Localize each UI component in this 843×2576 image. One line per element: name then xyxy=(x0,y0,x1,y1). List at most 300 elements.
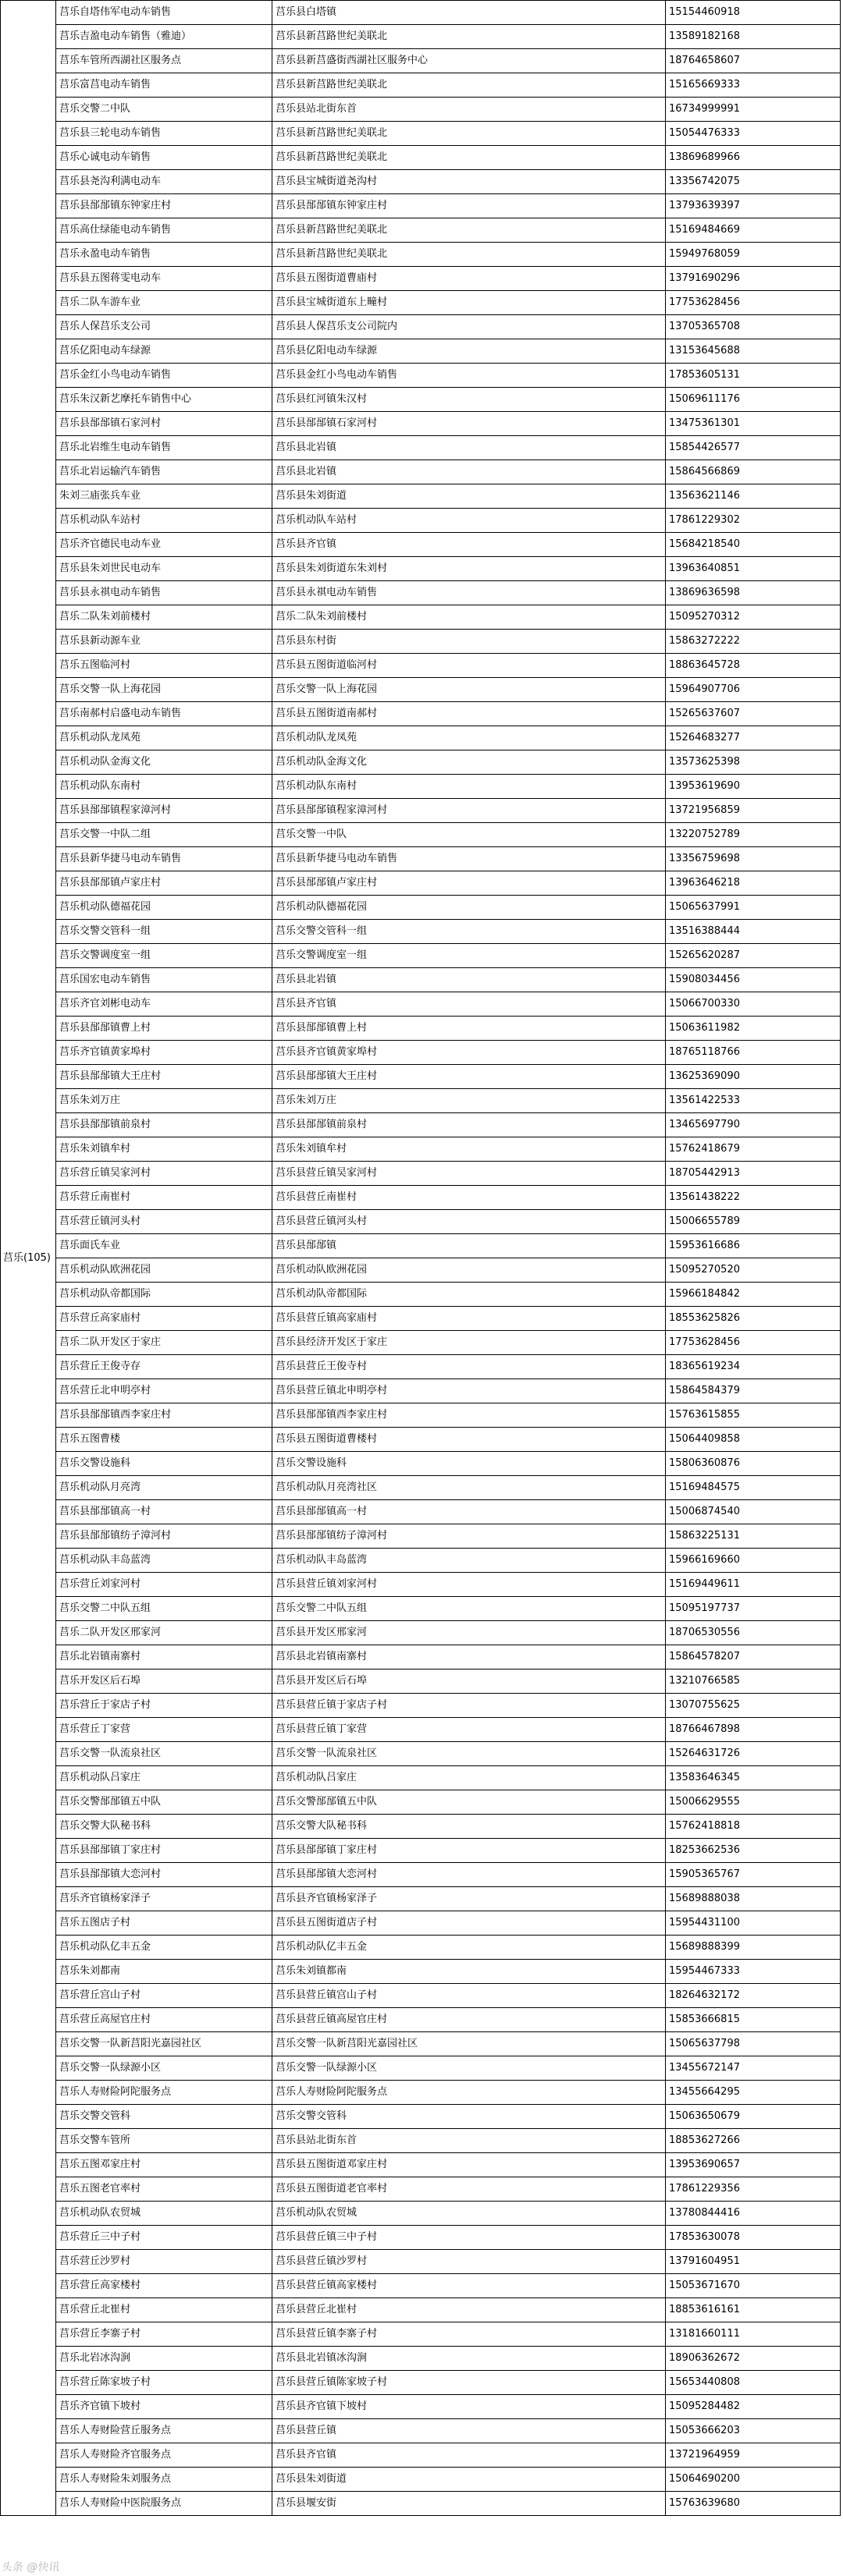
phone-cell: 13953619690 xyxy=(666,775,841,799)
point-name-cell: 莒乐营丘南崔村 xyxy=(56,1186,272,1210)
table-row xyxy=(1,1476,841,1500)
point-name-cell: 莒乐县郚郚镇西李家庄村 xyxy=(56,1403,272,1428)
address-cell: 莒乐机动队亿丰五金 xyxy=(272,1936,666,1960)
point-name-cell: 莒乐交警郚郚镇五中队 xyxy=(56,1790,272,1815)
phone-cell: 13953690657 xyxy=(666,2153,841,2177)
address-cell: 莒乐县新莒路世纪美联北 xyxy=(272,73,666,98)
point-name-cell: 莒乐机动队月亮湾 xyxy=(56,1476,272,1500)
table-row xyxy=(1,630,841,654)
table-row xyxy=(1,2322,841,2347)
address-cell: 莒乐县营丘镇吴家河村 xyxy=(272,1162,666,1186)
point-name-cell: 朱刘三庙张兵车业 xyxy=(56,484,272,509)
address-cell: 莒乐交警郚郚镇五中队 xyxy=(272,1790,666,1815)
phone-cell: 13869636598 xyxy=(666,581,841,605)
table-row xyxy=(1,750,841,775)
point-name-cell: 莒乐五图临河村 xyxy=(56,654,272,678)
point-name-cell: 莒乐县郚郚镇曹上村 xyxy=(56,1017,272,1041)
table-row xyxy=(1,2443,841,2468)
table-row xyxy=(1,170,841,194)
phone-cell: 18766467898 xyxy=(666,1718,841,1742)
address-cell: 莒乐县营丘镇 xyxy=(272,2419,666,2443)
table-row xyxy=(1,267,841,291)
table-row xyxy=(1,775,841,799)
table-row xyxy=(1,823,841,847)
address-cell: 莒乐县五图街道邓家庄村 xyxy=(272,2153,666,2177)
point-name-cell: 莒乐交警大队秘书科 xyxy=(56,1815,272,1839)
point-name-cell: 莒乐机动队农贸城 xyxy=(56,2202,272,2226)
point-name-cell: 莒乐交警交管科 xyxy=(56,2105,272,2129)
table-row xyxy=(1,1234,841,1258)
phone-cell: 13780844416 xyxy=(666,2202,841,2226)
address-cell: 莒乐县郚郚镇高一村 xyxy=(272,1500,666,1524)
phone-cell: 15165669333 xyxy=(666,73,841,98)
address-cell: 莒乐机动队车站村 xyxy=(272,509,666,533)
address-cell: 莒乐二队朱刘前楼村 xyxy=(272,605,666,630)
table-row xyxy=(1,1790,841,1815)
address-cell: 莒乐县北岩镇 xyxy=(272,436,666,460)
point-name-cell: 莒乐营丘镇河头村 xyxy=(56,1210,272,1234)
address-cell: 莒乐县站北街东首 xyxy=(272,2129,666,2153)
address-cell: 莒乐机动队龙凤苑 xyxy=(272,726,666,750)
phone-cell: 13465697790 xyxy=(666,1113,841,1137)
phone-cell: 15762418679 xyxy=(666,1137,841,1162)
point-name-cell: 莒乐南郝村启盛电动车销售 xyxy=(56,702,272,726)
address-cell: 莒乐县郚郚镇程家漳河村 xyxy=(272,799,666,823)
phone-cell: 13070755625 xyxy=(666,1694,841,1718)
point-name-cell: 莒乐自塔伟军电动车销售 xyxy=(56,1,272,25)
table-row xyxy=(1,2105,841,2129)
address-cell: 莒乐县新莒路世纪美联北 xyxy=(272,146,666,170)
address-cell: 莒乐县郚郚镇大恋河村 xyxy=(272,1863,666,1887)
point-name-cell: 莒乐五图曹楼 xyxy=(56,1428,272,1452)
table-row xyxy=(1,2274,841,2298)
address-cell: 莒乐县营丘北崔村 xyxy=(272,2298,666,2322)
point-name-cell: 莒乐齐官德民电动车业 xyxy=(56,533,272,557)
address-cell: 莒乐县朱刘街道 xyxy=(272,2468,666,2492)
phone-cell: 15954431100 xyxy=(666,1911,841,1936)
address-cell: 莒乐县营丘镇沙罗村 xyxy=(272,2250,666,2274)
table-row xyxy=(1,2347,841,2371)
table-row xyxy=(1,2129,841,2153)
point-name-cell: 莒乐北岩运输汽车销售 xyxy=(56,460,272,484)
address-cell: 莒乐交警一队上海花园 xyxy=(272,678,666,702)
address-cell: 莒乐县郚郚镇石家河村 xyxy=(272,412,666,436)
point-name-cell: 莒乐机动队车站村 xyxy=(56,509,272,533)
phone-cell: 15053666203 xyxy=(666,2419,841,2443)
point-name-cell: 莒乐交警车管所 xyxy=(56,2129,272,2153)
phone-cell: 15964907706 xyxy=(666,678,841,702)
point-name-cell: 莒乐朱汉新艺摩托车销售中心 xyxy=(56,388,272,412)
point-name-cell: 莒乐县永祺电动车销售 xyxy=(56,581,272,605)
phone-cell: 15169449611 xyxy=(666,1573,841,1597)
table-row xyxy=(1,896,841,920)
phone-cell: 18705442913 xyxy=(666,1162,841,1186)
phone-cell: 15095270520 xyxy=(666,1258,841,1283)
point-name-cell: 莒乐营丘于家店子村 xyxy=(56,1694,272,1718)
table-row xyxy=(1,1355,841,1379)
point-name-cell: 莒乐机动队丰岛蓝湾 xyxy=(56,1549,272,1573)
address-cell: 莒乐县新莒盛街西湖社区服务中心 xyxy=(272,49,666,73)
table-row xyxy=(1,847,841,871)
point-name-cell: 莒乐营丘高家楼村 xyxy=(56,2274,272,2298)
address-cell: 莒乐县营丘镇高屋官庄村 xyxy=(272,2008,666,2032)
point-name-cell: 莒乐县新华捷马电动车销售 xyxy=(56,847,272,871)
table-row xyxy=(1,1283,841,1307)
address-cell: 莒乐交警一队流泉社区 xyxy=(272,1742,666,1766)
point-name-cell: 莒乐交警一队流泉社区 xyxy=(56,1742,272,1766)
address-cell: 莒乐交警交管科一组 xyxy=(272,920,666,944)
address-cell: 莒乐交警设施科 xyxy=(272,1452,666,1476)
phone-cell: 15054476333 xyxy=(666,122,841,146)
phone-cell: 18365619234 xyxy=(666,1355,841,1379)
phone-cell: 13793639397 xyxy=(666,194,841,218)
table-row xyxy=(1,1911,841,1936)
table-row xyxy=(1,1863,841,1887)
table-row xyxy=(1,1017,841,1041)
address-cell: 莒乐县宝城街道东上疃村 xyxy=(272,291,666,315)
address-cell: 莒乐县营丘镇陈家坡子村 xyxy=(272,2371,666,2395)
phone-cell: 15684218540 xyxy=(666,533,841,557)
table-row xyxy=(1,1573,841,1597)
point-name-cell: 莒乐交警一中队二组 xyxy=(56,823,272,847)
point-name-cell: 莒乐营丘王俊寺存 xyxy=(56,1355,272,1379)
point-name-cell: 莒乐朱刘万庄 xyxy=(56,1089,272,1113)
point-name-cell: 莒乐永盈电动车销售 xyxy=(56,243,272,267)
table-row xyxy=(1,1549,841,1573)
point-name-cell: 莒乐机动队帝都国际 xyxy=(56,1283,272,1307)
address-cell: 莒乐县营丘镇李寨子村 xyxy=(272,2322,666,2347)
point-name-cell: 莒乐机动队欧洲花园 xyxy=(56,1258,272,1283)
point-name-cell: 莒乐亿阳电动车绿源 xyxy=(56,339,272,364)
point-name-cell: 莒乐北岩维生电动车销售 xyxy=(56,436,272,460)
phone-cell: 15264683277 xyxy=(666,726,841,750)
table-row xyxy=(1,557,841,581)
address-cell: 莒乐县营丘镇三中子村 xyxy=(272,2226,666,2250)
address-cell: 莒乐机动队月亮湾社区 xyxy=(272,1476,666,1500)
point-name-cell: 莒乐面氏车业 xyxy=(56,1234,272,1258)
phone-cell: 13963646218 xyxy=(666,871,841,896)
phone-cell: 17753628456 xyxy=(666,291,841,315)
point-name-cell: 莒乐交警设施科 xyxy=(56,1452,272,1476)
table-row xyxy=(1,533,841,557)
table-row xyxy=(1,122,841,146)
phone-cell: 13455672147 xyxy=(666,2056,841,2081)
point-name-cell: 莒乐齐官刘彬电动车 xyxy=(56,992,272,1017)
phone-cell: 17853630078 xyxy=(666,2226,841,2250)
point-name-cell: 莒乐二队朱刘前楼村 xyxy=(56,605,272,630)
table-row xyxy=(1,1645,841,1669)
table-row xyxy=(1,460,841,484)
phone-cell: 18264632172 xyxy=(666,1984,841,2008)
phone-cell: 15006874540 xyxy=(666,1500,841,1524)
table-row xyxy=(1,484,841,509)
point-name-cell: 莒乐二队车游车业 xyxy=(56,291,272,315)
phone-cell: 15065637991 xyxy=(666,896,841,920)
address-cell: 莒乐县东村街 xyxy=(272,630,666,654)
point-name-cell: 莒乐县三轮电动车销售 xyxy=(56,122,272,146)
table-row xyxy=(1,1984,841,2008)
address-cell: 莒乐交警一队新莒阳光嘉园社区 xyxy=(272,2032,666,2056)
phone-cell: 15953616686 xyxy=(666,1234,841,1258)
point-name-cell: 莒乐齐官镇下坡村 xyxy=(56,2395,272,2419)
phone-cell: 13561422533 xyxy=(666,1089,841,1113)
point-name-cell: 莒乐五图老官率村 xyxy=(56,2177,272,2202)
table-row xyxy=(1,654,841,678)
phone-cell: 13721964959 xyxy=(666,2443,841,2468)
phone-cell: 15763615855 xyxy=(666,1403,841,1428)
watermark-logo: 头条 @快讯 xyxy=(0,2561,61,2574)
point-name-cell: 莒乐交警一队上海花园 xyxy=(56,678,272,702)
point-name-cell: 莒乐交警一队绿源小区 xyxy=(56,2056,272,2081)
table-row xyxy=(1,1742,841,1766)
point-name-cell: 莒乐五图邓家庄村 xyxy=(56,2153,272,2177)
point-name-cell: 莒乐营丘沙罗村 xyxy=(56,2250,272,2274)
point-name-cell: 莒乐营丘刘家河村 xyxy=(56,1573,272,1597)
phone-cell: 15863272222 xyxy=(666,630,841,654)
phone-cell: 17861229302 xyxy=(666,509,841,533)
point-name-cell: 莒乐县郚郚镇程家漳河村 xyxy=(56,799,272,823)
address-cell: 莒乐机动队欧洲花园 xyxy=(272,1258,666,1283)
point-name-cell: 莒乐县郚郚镇东钟家庄村 xyxy=(56,194,272,218)
point-name-cell: 莒乐县五图蒋雯电动车 xyxy=(56,267,272,291)
table-row xyxy=(1,1669,841,1694)
point-name-cell: 莒乐开发区后石埠 xyxy=(56,1669,272,1694)
address-cell: 莒乐县郚郚镇前泉村 xyxy=(272,1113,666,1137)
point-name-cell: 莒乐富莒电动车销售 xyxy=(56,73,272,98)
address-cell: 莒乐机动队农贸城 xyxy=(272,2202,666,2226)
address-cell: 莒乐县郚郚镇大王庄村 xyxy=(272,1065,666,1089)
table-row xyxy=(1,436,841,460)
region-cell: 莒乐(105) xyxy=(1,1,56,2516)
phone-cell: 15064409858 xyxy=(666,1428,841,1452)
point-name-cell: 莒乐北岩冰沟涧 xyxy=(56,2347,272,2371)
table-row xyxy=(1,218,841,243)
phone-cell: 15763639680 xyxy=(666,2492,841,2516)
point-name-cell: 莒乐县郚郚镇纺子漳河村 xyxy=(56,1524,272,1549)
table-row xyxy=(1,339,841,364)
point-name-cell: 莒乐营丘李寨子村 xyxy=(56,2322,272,2347)
phone-cell: 15949768059 xyxy=(666,243,841,267)
address-cell: 莒乐县五图街道临河村 xyxy=(272,654,666,678)
address-cell: 莒乐县营丘镇高家庙村 xyxy=(272,1307,666,1331)
phone-cell: 15966169660 xyxy=(666,1549,841,1573)
table-row xyxy=(1,291,841,315)
phone-cell: 13563621146 xyxy=(666,484,841,509)
address-cell: 莒乐县郚郚镇丁家庄村 xyxy=(272,1839,666,1863)
address-cell: 莒乐交警二中队五组 xyxy=(272,1597,666,1621)
table-row xyxy=(1,2226,841,2250)
phone-cell: 13791604951 xyxy=(666,2250,841,2274)
address-cell: 莒乐县亿阳电动车绿源 xyxy=(272,339,666,364)
point-name-cell: 莒乐机动队亿丰五金 xyxy=(56,1936,272,1960)
phone-cell: 13475361301 xyxy=(666,412,841,436)
table-row xyxy=(1,146,841,170)
address-cell: 莒乐县人保莒乐支公司院内 xyxy=(272,315,666,339)
table-row xyxy=(1,992,841,1017)
table-row xyxy=(1,1162,841,1186)
phone-cell: 13356742075 xyxy=(666,170,841,194)
address-cell: 莒乐朱刘镇都南 xyxy=(272,1960,666,1984)
point-name-cell: 莒乐齐官镇杨家泽子 xyxy=(56,1887,272,1911)
point-name-cell: 莒乐机动队吕家庄 xyxy=(56,1766,272,1790)
address-cell: 莒乐交警大队秘书科 xyxy=(272,1815,666,1839)
point-name-cell: 莒乐县郚郚镇大王庄村 xyxy=(56,1065,272,1089)
phone-cell: 15154460918 xyxy=(666,1,841,25)
phone-cell: 17853605131 xyxy=(666,364,841,388)
address-cell: 莒乐县北岩镇冰沟涧 xyxy=(272,2347,666,2371)
point-name-cell: 莒乐朱刘都南 xyxy=(56,1960,272,1984)
point-name-cell: 莒乐县郚郚镇丁家庄村 xyxy=(56,1839,272,1863)
table-row xyxy=(1,2032,841,2056)
point-name-cell: 莒乐朱刘镇牟村 xyxy=(56,1137,272,1162)
address-cell: 莒乐县营丘镇于家店子村 xyxy=(272,1694,666,1718)
address-cell: 莒乐县新莒路世纪美联北 xyxy=(272,25,666,49)
address-cell: 莒乐交警交管科 xyxy=(272,2105,666,2129)
phone-cell: 15908034456 xyxy=(666,968,841,992)
phone-cell: 13181660111 xyxy=(666,2322,841,2347)
table-row xyxy=(1,871,841,896)
table-row xyxy=(1,1,841,25)
table-row xyxy=(1,581,841,605)
point-name-cell: 莒乐营丘三中子村 xyxy=(56,2226,272,2250)
table-row xyxy=(1,1936,841,1960)
table-row xyxy=(1,1524,841,1549)
address-cell: 莒乐县营丘镇高家楼村 xyxy=(272,2274,666,2298)
address-cell: 莒乐县五图街道曹楼村 xyxy=(272,1428,666,1452)
table-row xyxy=(1,726,841,750)
phone-cell: 15264631726 xyxy=(666,1742,841,1766)
table-row xyxy=(1,388,841,412)
table-row xyxy=(1,2492,841,2516)
address-cell: 莒乐县营丘南崔村 xyxy=(272,1186,666,1210)
phone-cell: 15762418818 xyxy=(666,1815,841,1839)
address-cell: 莒乐县营丘镇宫山子村 xyxy=(272,1984,666,2008)
table-row xyxy=(1,194,841,218)
phone-cell: 15689888399 xyxy=(666,1936,841,1960)
phone-cell: 13561438222 xyxy=(666,1186,841,1210)
phone-cell: 18863645728 xyxy=(666,654,841,678)
point-name-cell: 莒乐县尧沟利满电动车 xyxy=(56,170,272,194)
phone-cell: 15095284482 xyxy=(666,2395,841,2419)
phone-cell: 13356759698 xyxy=(666,847,841,871)
phone-cell: 17753628456 xyxy=(666,1331,841,1355)
point-name-cell: 莒乐营丘陈家坡子村 xyxy=(56,2371,272,2395)
address-cell: 莒乐县开发区邢家河 xyxy=(272,1621,666,1645)
phone-cell: 15095197737 xyxy=(666,1597,841,1621)
phone-cell: 15006629555 xyxy=(666,1790,841,1815)
address-cell: 莒乐县堰安街 xyxy=(272,2492,666,2516)
phone-cell: 15064690200 xyxy=(666,2468,841,2492)
address-cell: 莒乐机动队帝都国际 xyxy=(272,1283,666,1307)
address-cell: 莒乐县朱刘街道 xyxy=(272,484,666,509)
address-cell: 莒乐县齐官镇 xyxy=(272,992,666,1017)
point-name-cell: 莒乐县郚郚镇高一村 xyxy=(56,1500,272,1524)
point-name-cell: 莒乐县新动源车业 xyxy=(56,630,272,654)
point-name-cell: 莒乐机动队德福花园 xyxy=(56,896,272,920)
point-name-cell: 莒乐营丘北申明亭村 xyxy=(56,1379,272,1403)
address-cell: 莒乐县五图街道店子村 xyxy=(272,1911,666,1936)
address-cell: 莒乐县开发区后石埠 xyxy=(272,1669,666,1694)
table-row xyxy=(1,509,841,533)
address-cell: 莒乐县营丘镇刘家河村 xyxy=(272,1573,666,1597)
phone-cell: 15063611982 xyxy=(666,1017,841,1041)
phone-cell: 15063650679 xyxy=(666,2105,841,2129)
phone-cell: 15065637798 xyxy=(666,2032,841,2056)
address-cell: 莒乐县营丘镇北申明亭村 xyxy=(272,1379,666,1403)
table-body xyxy=(1,1,841,2516)
point-name-cell: 莒乐县郚郚镇石家河村 xyxy=(56,412,272,436)
table-row xyxy=(1,799,841,823)
phone-cell: 15265637607 xyxy=(666,702,841,726)
address-cell: 莒乐县齐官镇 xyxy=(272,533,666,557)
table-row xyxy=(1,702,841,726)
table-row xyxy=(1,25,841,49)
address-cell: 莒乐县郚郚镇卢家庄村 xyxy=(272,871,666,896)
table-row xyxy=(1,968,841,992)
address-cell: 莒乐县郚郚镇曹上村 xyxy=(272,1017,666,1041)
phone-cell: 15095270312 xyxy=(666,605,841,630)
phone-cell: 18706530556 xyxy=(666,1621,841,1645)
phone-cell: 15863225131 xyxy=(666,1524,841,1549)
address-cell: 莒乐县站北街东首 xyxy=(272,98,666,122)
phone-cell: 13455664295 xyxy=(666,2081,841,2105)
point-name-cell: 莒乐交警二中队五组 xyxy=(56,1597,272,1621)
address-cell: 莒乐县五图街道老官率村 xyxy=(272,2177,666,2202)
phone-cell: 15954467333 xyxy=(666,1960,841,1984)
phone-cell: 18253662536 xyxy=(666,1839,841,1863)
table-row xyxy=(1,1694,841,1718)
address-cell: 莒乐机动队金海文化 xyxy=(272,750,666,775)
phone-cell: 15066700330 xyxy=(666,992,841,1017)
phone-cell: 18764658607 xyxy=(666,49,841,73)
point-name-cell: 莒乐营丘北崔村 xyxy=(56,2298,272,2322)
address-cell: 莒乐机动队吕家庄 xyxy=(272,1766,666,1790)
phone-cell: 13791690296 xyxy=(666,267,841,291)
table-row xyxy=(1,1597,841,1621)
table-row xyxy=(1,1766,841,1790)
point-name-cell: 莒乐金红小鸟电动车销售 xyxy=(56,364,272,388)
table-row xyxy=(1,1331,841,1355)
table-row xyxy=(1,1815,841,1839)
phone-cell: 15854426577 xyxy=(666,436,841,460)
table-row xyxy=(1,605,841,630)
phone-cell: 13721956859 xyxy=(666,799,841,823)
point-name-cell: 莒乐齐官镇黄家埠村 xyxy=(56,1041,272,1065)
point-name-cell: 莒乐人寿财险朱刘服务点 xyxy=(56,2468,272,2492)
table-row xyxy=(1,2008,841,2032)
table-row xyxy=(1,2153,841,2177)
address-cell: 莒乐县郚郚镇 xyxy=(272,1234,666,1258)
phone-cell: 13573625398 xyxy=(666,750,841,775)
point-name-cell: 莒乐机动队龙凤苑 xyxy=(56,726,272,750)
address-cell: 莒乐县新莒路世纪美联北 xyxy=(272,218,666,243)
table-row xyxy=(1,2419,841,2443)
table-row xyxy=(1,1137,841,1162)
phone-cell: 15853666815 xyxy=(666,2008,841,2032)
address-cell: 莒乐交警一队绿源小区 xyxy=(272,2056,666,2081)
table-row xyxy=(1,2395,841,2419)
point-name-cell: 莒乐国宏电动车销售 xyxy=(56,968,272,992)
table-row xyxy=(1,2202,841,2226)
point-name-cell: 莒乐吉盈电动车销售（雅迪） xyxy=(56,25,272,49)
table-row xyxy=(1,1113,841,1137)
phone-cell: 13963640851 xyxy=(666,557,841,581)
phone-cell: 13625369090 xyxy=(666,1065,841,1089)
table-row xyxy=(1,2177,841,2202)
address-cell: 莒乐县永祺电动车销售 xyxy=(272,581,666,605)
phone-cell: 16734999991 xyxy=(666,98,841,122)
phone-cell: 18853616161 xyxy=(666,2298,841,2322)
